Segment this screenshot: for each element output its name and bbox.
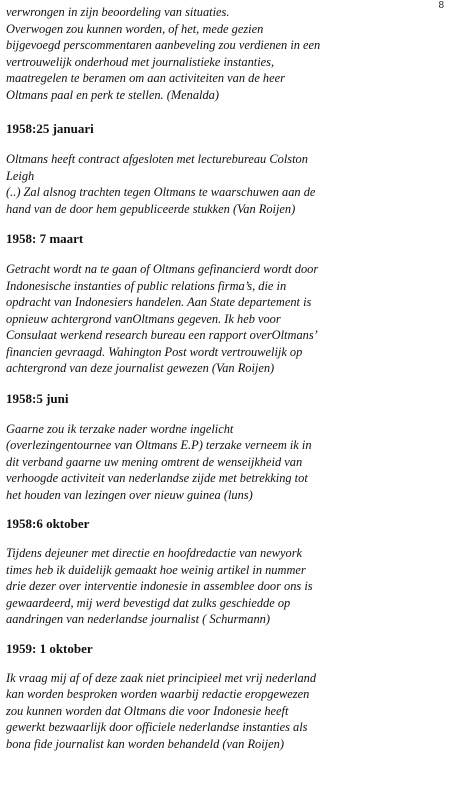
paragraph-vrij-nederland: Ik vraag mij af of deze zaak niet principieel met vrij nederland kan worden besproken worden waarbij redactie eropgewezen zou kunnen worden dat Oltmans die voor Indonesie heeft gewerkt bezwaarlijk door officiele nederlandse instanties als bona fide journalist kan worden behandeld (van Roijen)	[6, 670, 317, 751]
date-heading-1958-03-07: 1958: 7 maart	[6, 231, 84, 246]
document-body	[6, 4, 438, 752]
date-heading-1958-01-25: 1958:25 januari	[6, 121, 94, 136]
date-heading-1959-10-01: 1959: 1 oktober	[6, 640, 93, 656]
paragraph-newyork-times: Tijdens dejeuner met directie en hoofdredactie van newyork times heb ik duidelijk gemaakt hoe weinig artikel in nummer drie dezer over interventie indonesie in assemblee door ons is gewaardeerd, mij werd bevestigd dat zulks geschiedde op aandringen van nederlandse journalist ( Schurmann)	[6, 546, 313, 626]
date-heading-1958-06-05: 1958:5 juni	[6, 390, 69, 406]
page-number: 8	[438, 0, 444, 11]
date-heading-1958-10-06: 1958:6 oktober	[6, 516, 90, 531]
paragraph-colston-leigh: Oltmans heeft contract afgesloten met lecturebureau Colston Leigh (..) Zal alsnog trachten tegen Oltmans te waarschuwen aan de hand van de door hem gepubliceerde stukken (Van Roijen)	[6, 152, 316, 216]
paragraph-menalda: verwrongen in zijn beoordeling van situaties. Overwogen zou kunnen worden, of het, mede gezien bijgevoegd perscommentaren aanbeveling zou verdienen in een vertrouwelijk onderhoud met journalistieke instanties, maatregelen te beramen om aan activiteiten van de heer Oltmans paal en perk te stellen. (Menalda)	[6, 5, 321, 102]
paragraph-lezingentournee: Gaarne zou ik terzake nader wordne ingelicht (overlezingentournee van Oltmans E.P) terzake verneem ik in dit verband gaarne uw mening omtrent de wenseijkheid van verhoogde activiteit van nederlandse zijde met betrekking tot het houden van lezingen over nieuw guinea (luns)	[6, 421, 312, 502]
paragraph-financiering: Getracht wordt na te gaan of Oltmans gefinancierd wordt door Indonesische instanties of public relations firma’s, die in opdracht van Indonesiers handelen. Aan State departement is opnieuw achtergrond vanOltmans gegeven. Ik heb voor Consulaat werkend research bureau een rapport overOltmans’ financien gevraagd. Wahington Post wordt vertrouwelijk op achtergrond van deze journalist gewezen (Van Roijen)	[6, 262, 319, 375]
